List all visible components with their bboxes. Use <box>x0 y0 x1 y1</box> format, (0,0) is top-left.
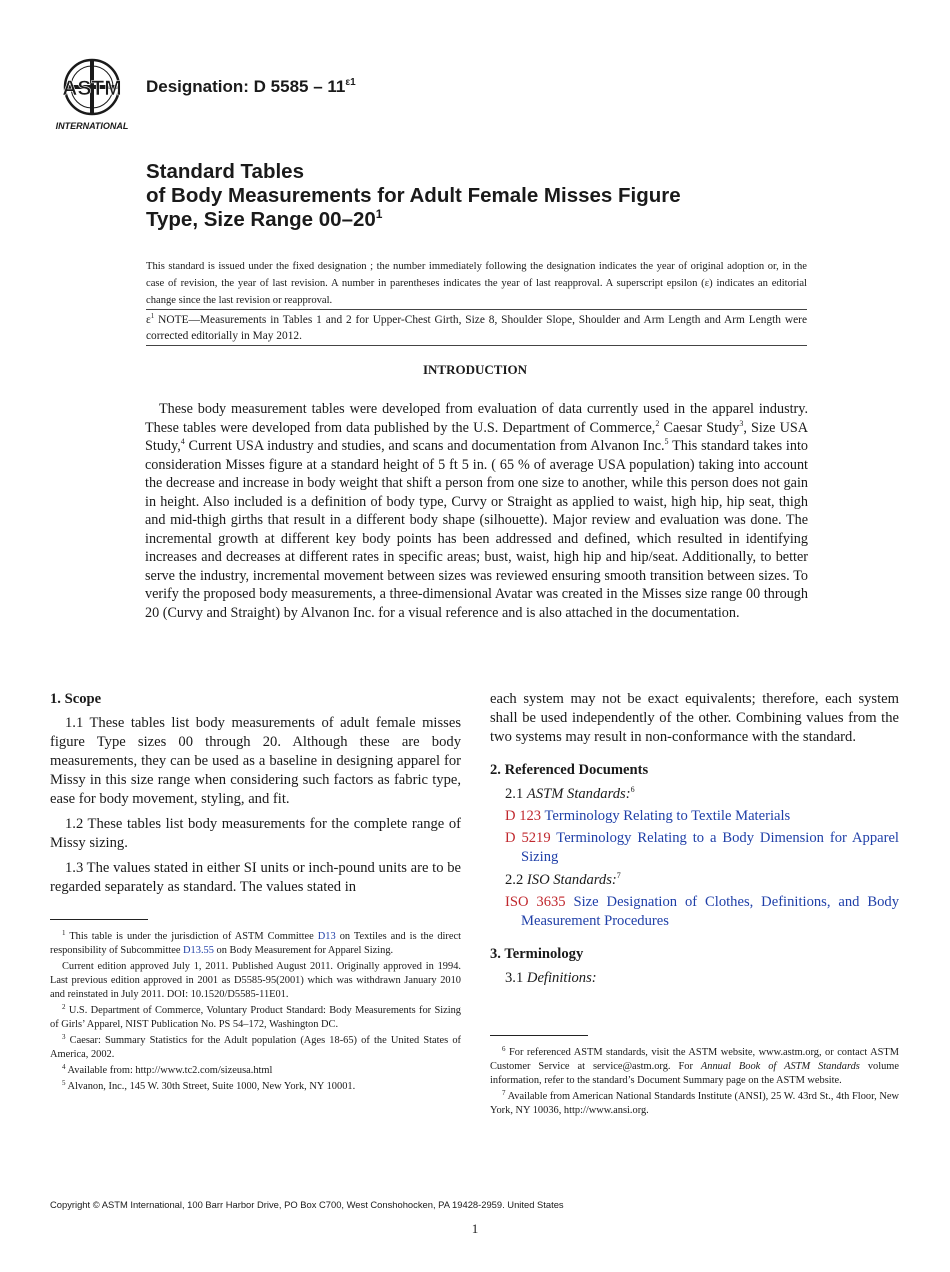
footnote-ref: 5 <box>664 437 669 446</box>
scope-1-1: 1.1 These tables list body measurements of adult female misses figure Type sizes 00 through 20. Although these are body measurements, they can be used as a baseline in designing apparel for Missy in this size range when considering such factors as fabric type, ease for body movement, styling, and fit. <box>50 715 461 807</box>
erratum-mark: ε <box>146 314 151 326</box>
section-label: Definitions: <box>526 970 597 986</box>
footnote-number: 4 <box>62 1063 66 1071</box>
footnote-ref: 2 <box>655 418 660 428</box>
title-line-3 <box>146 208 826 232</box>
footnote-1 <box>50 930 461 958</box>
astm-standards-label <box>505 785 899 804</box>
divider <box>146 345 807 346</box>
erratum-text: NOTE—Measurements in Tables 1 and 2 for Upper-Chest Girth, Size 8, Shoulder Slope, Shoulder and Arm Length and Arm Length were corrected editorially in May 2012. <box>146 314 807 342</box>
footnote-text: This table is under the jurisdiction of ASTM Committee <box>65 931 318 942</box>
intro-text: Caesar Study <box>659 419 740 436</box>
issue-note: This standard is issued under the fixed designation ; the number immediately following the designation indicates the year of original adoption or, in the case of revision, the year of last revision. A number in parentheses indicates the year of last reapproval. A superscript epsilon (ε) indicates an editorial change since the last revision or reapproval. <box>146 261 807 306</box>
footnote-text: U.S. Department of Commerce, Voluntary Product Standard: Body Measurements for Sizing of Girls’ Apparel, NIST Publication No. PS 54–172, Washington DC. <box>50 1005 461 1030</box>
iso-standards-label <box>505 871 899 890</box>
footnote-number: 1 <box>62 929 66 937</box>
section-number: 2.1 <box>505 786 524 802</box>
document-title <box>146 160 826 232</box>
astm-logo-icon <box>50 57 134 131</box>
reference-d123[interactable] <box>505 807 899 826</box>
footnote-text: on Textiles and is the direct responsibility of Subcommittee <box>50 931 461 956</box>
scope-1-3: 1.3 The values stated in either SI units or inch-pound units are to be regarded separately as standard. The values stated in <box>50 860 461 895</box>
footnote-edition: Current edition approved July 1, 2011. Published August 2011. Originally approved in 1994. Last previous edition approved in 2001 as D5585-95(2001) which was withdrawn January 2010 and reinstated in July 2011. DOI: 10.1520/D5585-11E01. <box>50 961 461 1000</box>
terminology-heading: 3. Terminology <box>490 946 584 962</box>
section-label: ASTM Standards: <box>526 786 631 802</box>
scope-1-3-continued: each system may not be exact equivalents; therefore, each system shall be used independently of the other. Combining values from the two systems may result in non-conformance with the standard. <box>490 691 899 745</box>
scope-1-2: 1.2 These tables list body measurements for the complete range of Missy sizing. <box>50 816 461 851</box>
left-column <box>50 690 461 903</box>
definitions-label <box>505 969 899 988</box>
introduction-heading: INTRODUCTION <box>422 362 527 377</box>
reference-title[interactable]: Size Designation of Clothes, Definitions, and Body Measurement Procedures <box>521 894 899 929</box>
footnote-ref: 4 <box>180 437 185 446</box>
erratum-sup: 1 <box>150 312 155 320</box>
copyright-notice: Copyright © ASTM International, 100 Barr Harbor Drive, PO Box C700, West Conshohocken, PA 19428-2959. United States <box>50 1199 564 1210</box>
section-number: 3.1 <box>505 970 524 986</box>
footnote-text: Available from American National Standards Institute (ANSI), 25 W. 43rd St., 4th Floor, New York, NY 10036, http://www.ansi.org. <box>490 1091 899 1116</box>
footnote-ref: 3 <box>739 418 744 428</box>
reference-d5219[interactable] <box>505 829 899 867</box>
reference-iso3635[interactable] <box>505 893 899 931</box>
footnote-text: Available from: http://www.tc2.com/sizeusa.html <box>65 1065 273 1076</box>
footnotes-left <box>50 930 461 1096</box>
footnote-italic: Annual Book of ASTM Standards <box>700 1061 860 1072</box>
footnote-divider <box>490 1035 588 1036</box>
reference-code[interactable]: ISO 3635 <box>505 894 566 910</box>
astm-logo <box>50 57 134 131</box>
footnotes-right <box>490 1046 899 1120</box>
designation-text: Designation: D 5585 – 11 <box>146 77 346 96</box>
erratum-note <box>146 312 807 344</box>
intro-text: This standard takes into consideration Misses figure at a standard height of 5 ft 5 in. ( 65 % of average USA population) taking into account the decrease and increase in body weight that shift a person from one size to another, while this person does not gain in height. Also included is a definition of body type, Curvy or Straight as applied to waist, high hip, hip seat, thigh and mid-thigh girths that result in a different body shape (silhouette). Major review and evaluation was done. The incremental growth at different key body points has been addressed and defined, which resulted in identifying increases and decreases at different rates in specific areas; bust, waist, high hip and hip/seat. Additionally, to better serve the industry, incremental movement between sizes was reviewed ensuring smooth transition between sizes. To verify the proposed body measurements, a three-dimensional Avatar was created in the Misses size range 00 through 20 (Curvy and Straight) by Alvanon Inc. for a visual reference and is also attached in the documentation. <box>145 438 808 621</box>
footnote-divider <box>50 919 148 920</box>
section-number: 2.2 <box>505 872 524 888</box>
logo-text: ASTM <box>62 77 122 100</box>
footnote-number: 5 <box>62 1079 66 1087</box>
footnote-4 <box>50 1064 461 1078</box>
footnote-number: 2 <box>62 1003 66 1011</box>
introduction-body <box>145 400 808 622</box>
footnote-text: on Body Measurement for Apparel Sizing. <box>213 945 394 956</box>
footnote-text: For referenced ASTM standards, visit the ASTM website, www.astm.org, or contact ASTM Customer Service at service@astm.org. For <box>490 1047 899 1072</box>
scope-heading: 1. Scope <box>50 691 102 707</box>
footnote-2 <box>50 1004 461 1032</box>
section-label: ISO Standards: <box>526 872 617 888</box>
committee-link[interactable]: D13 <box>317 931 336 942</box>
intro-text: These body measurement tables were developed from evaluation of data currently used in the apparel industry. These tables were developed from data published by the U.S. Department of Commerce, <box>145 401 808 436</box>
title-line-2: of Body Measurements for Adult Female Misses Figure <box>146 184 681 207</box>
designation-sup: ε1 <box>345 77 356 88</box>
designation <box>146 77 356 97</box>
page-number: 1 <box>471 1221 479 1236</box>
footnote-text: volume information, refer to the standard’s Document Summary page on the ASTM website. <box>490 1061 899 1086</box>
footnote-3 <box>50 1034 461 1062</box>
title-line-1: Standard Tables <box>146 160 304 183</box>
intro-text: Current USA industry and studies, and scans and documentation from Alvanon Inc. <box>184 438 665 454</box>
footnote-number: 7 <box>502 1089 506 1097</box>
title-footnote-ref: 1 <box>375 207 383 221</box>
footnote-text: Alvanon, Inc., 145 W. 30th Street, Suite 1000, New York, NY 10001. <box>65 1081 356 1092</box>
right-column <box>490 690 899 991</box>
referenced-documents-heading: 2. Referenced Documents <box>490 762 649 778</box>
reference-title[interactable]: Terminology Relating to a Body Dimension for Apparel Sizing <box>521 830 899 865</box>
reference-code[interactable]: D 123 <box>505 808 542 824</box>
reference-title[interactable]: Terminology Relating to Textile Materials <box>544 808 791 824</box>
footnote-number: 3 <box>62 1033 66 1041</box>
subcommittee-link[interactable]: D13.55 <box>183 945 214 956</box>
reference-code[interactable]: D 5219 <box>505 830 551 846</box>
footnote-text: Caesar: Summary Statistics for the Adult population (Ages 18-65) of the United States of America, 2002. <box>50 1035 461 1060</box>
footnote-ref: 6 <box>630 785 635 794</box>
footnote-5 <box>50 1080 461 1094</box>
footnote-6 <box>490 1046 899 1088</box>
intro-text: , Size USA Study, <box>145 419 808 454</box>
footnote-number: 6 <box>502 1045 506 1053</box>
footnote-ref: 7 <box>616 871 621 880</box>
title-line-3-text: Type, Size Range 00–20 <box>146 208 376 231</box>
divider <box>146 309 807 310</box>
logo-subtext: INTERNATIONAL <box>55 121 129 131</box>
footnote-7 <box>490 1090 899 1118</box>
